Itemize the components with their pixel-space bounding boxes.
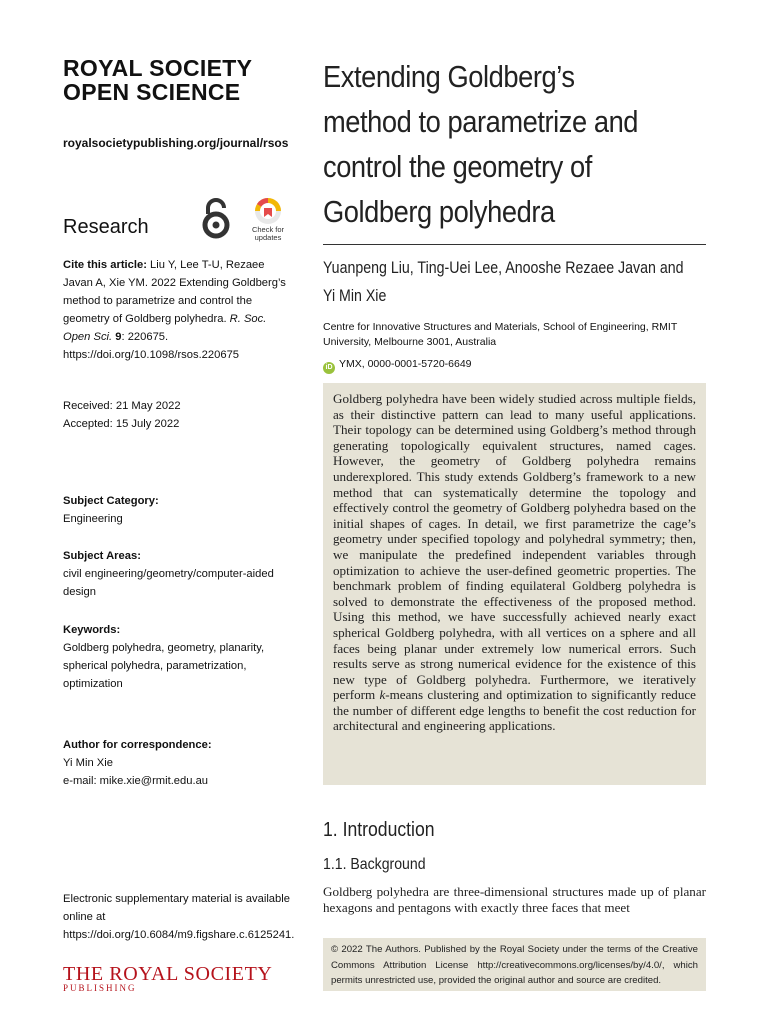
article-title-line: Extending Goldberg’s	[323, 59, 575, 94]
author-line: Yi Min Xie	[323, 287, 387, 305]
received-date: Received: 21 May 2022	[63, 400, 181, 412]
correspondence-email-link[interactable]: e-mail: mike.xie@rmit.edu.au	[63, 775, 209, 787]
citation-doi-link[interactable]: https://doi.org/10.1098/rsos.220675	[63, 349, 240, 361]
correspondence-block	[63, 736, 293, 790]
citation-text: Liu Y, Lee T-U, Rezaee Javan A, Xie YM. 2022 Extending Goldberg’s method to parametrize and control the geometry of Goldberg polyhedra.	[63, 259, 286, 325]
license-box: © 2022 The Authors. Published by the Royal Society under the terms of the Creative Commons Attribution License http://creativecommons.org/licenses/by/4.0/, which permits unrestricted use, provided the original author and source are credited.	[323, 938, 706, 991]
check-for-updates-label: Check for updates	[251, 225, 285, 242]
author-line: Yuanpeng Liu, Ting-Uei Lee, Anooshe Rezaee Javan and	[323, 259, 684, 277]
citation-volume: 9	[115, 331, 122, 343]
subject-category-label: Subject Category:	[63, 495, 159, 507]
supplementary-note: Electronic supplementary material is available online at https://doi.org/10.6084/m9.figshare.c.6125241.	[63, 893, 295, 941]
citation-label: Cite this article:	[63, 259, 147, 271]
citation-journal: R. Soc. Open Sci.	[63, 313, 267, 343]
article-title-line: control the geometry of	[323, 149, 592, 184]
affiliation: Centre for Innovative Structures and Materials, School of Engineering, RMIT University, Melbourne 3001, Australia	[323, 321, 678, 348]
section-heading: 1. Introduction	[323, 819, 435, 841]
intro-paragraph: Goldberg polyhedra are three-dimensional structures made up of planar hexagons and pentagons with exactly three faces that meet	[323, 884, 706, 915]
journal-name-line2: OPEN SCIENCE	[63, 79, 241, 105]
article-title-line: method to parametrize and	[323, 104, 639, 139]
publisher-logo-sub: PUBLISHING	[63, 983, 137, 993]
abstract-italic: k	[379, 687, 386, 703]
orcid-icon[interactable]: iD	[323, 362, 335, 374]
subject-category-block	[63, 492, 293, 528]
keywords-value: Goldberg polyhedra, geometry, planarity, spherical polyhedra, parametrization, optimization	[63, 642, 265, 690]
abstract-text-end: -means clustering and optimization to significantly reduce the number of different edge lengths to benefit the cost reduction for architectural and engineering applications.	[333, 687, 696, 734]
journal-url-link[interactable]: royalsocietypublishing.org/journal/rsos	[63, 136, 289, 150]
open-access-icon	[199, 196, 233, 240]
journal-name-line1: ROYAL SOCIETY	[63, 55, 253, 81]
correspondence-name: Yi Min Xie	[63, 757, 113, 769]
accepted-date: Accepted: 15 July 2022	[63, 418, 180, 430]
subject-areas-value: civil engineering/geometry/computer-aided design	[63, 568, 274, 598]
author-list	[323, 254, 710, 310]
subsection-heading: 1.1. Background	[323, 856, 426, 873]
keywords-block	[63, 621, 293, 693]
publisher-logo: THE ROYAL SOCIETY	[63, 963, 273, 985]
citation-block	[63, 256, 293, 364]
correspondence-label: Author for correspondence:	[63, 739, 212, 751]
orcid-text[interactable]: YMX, 0000-0001-5720-6649	[339, 358, 472, 370]
article-title-line: Goldberg polyhedra	[323, 194, 555, 229]
article-title	[323, 54, 675, 234]
section-label: Research	[63, 216, 149, 238]
subject-category-value: Engineering	[63, 513, 123, 525]
journal-name	[63, 56, 252, 104]
subject-areas-label: Subject Areas:	[63, 550, 141, 562]
keywords-label: Keywords:	[63, 624, 121, 636]
subject-areas-block	[63, 547, 293, 601]
title-divider	[323, 244, 706, 245]
abstract-text: Goldberg polyhedra have been widely studied across multiple fields, as their distinctive pattern can lead to many useful applications. Their topology can be determined using Goldberg’s method through generating topologically equivalent structures, named cages. However, the geometry of Goldberg polyhedra remains underexplored. This study extends Goldberg’s framework to a new method that can systematically determine the topology and effectively control the geometry of Goldberg polyhedra based on the initial shapes of cages. In detail, we first parametrize the cage’s geometry under specified topology and polyhedral symmetry; then, we manipulate the predefined independent variables through optimization to achieve the user-defined geometric properties. The benchmark problem of finding equilateral Goldberg polyhedra is solved to demonstrate the effectiveness of the proposed method. Using this method, we have successfully achieved nearly exact spherical Goldberg polyhedra, with all vertices on a sphere and all faces being planar under extremely low numerical errors. Such results serve as strong numerical evidence for the existence of this new type of Goldberg polyhedra. Furthermore, we iteratively perform	[333, 391, 696, 703]
citation-pages: : 220675.	[121, 331, 169, 343]
orcid-line	[323, 358, 472, 374]
abstract-box	[323, 383, 706, 785]
dates-block	[63, 397, 293, 433]
